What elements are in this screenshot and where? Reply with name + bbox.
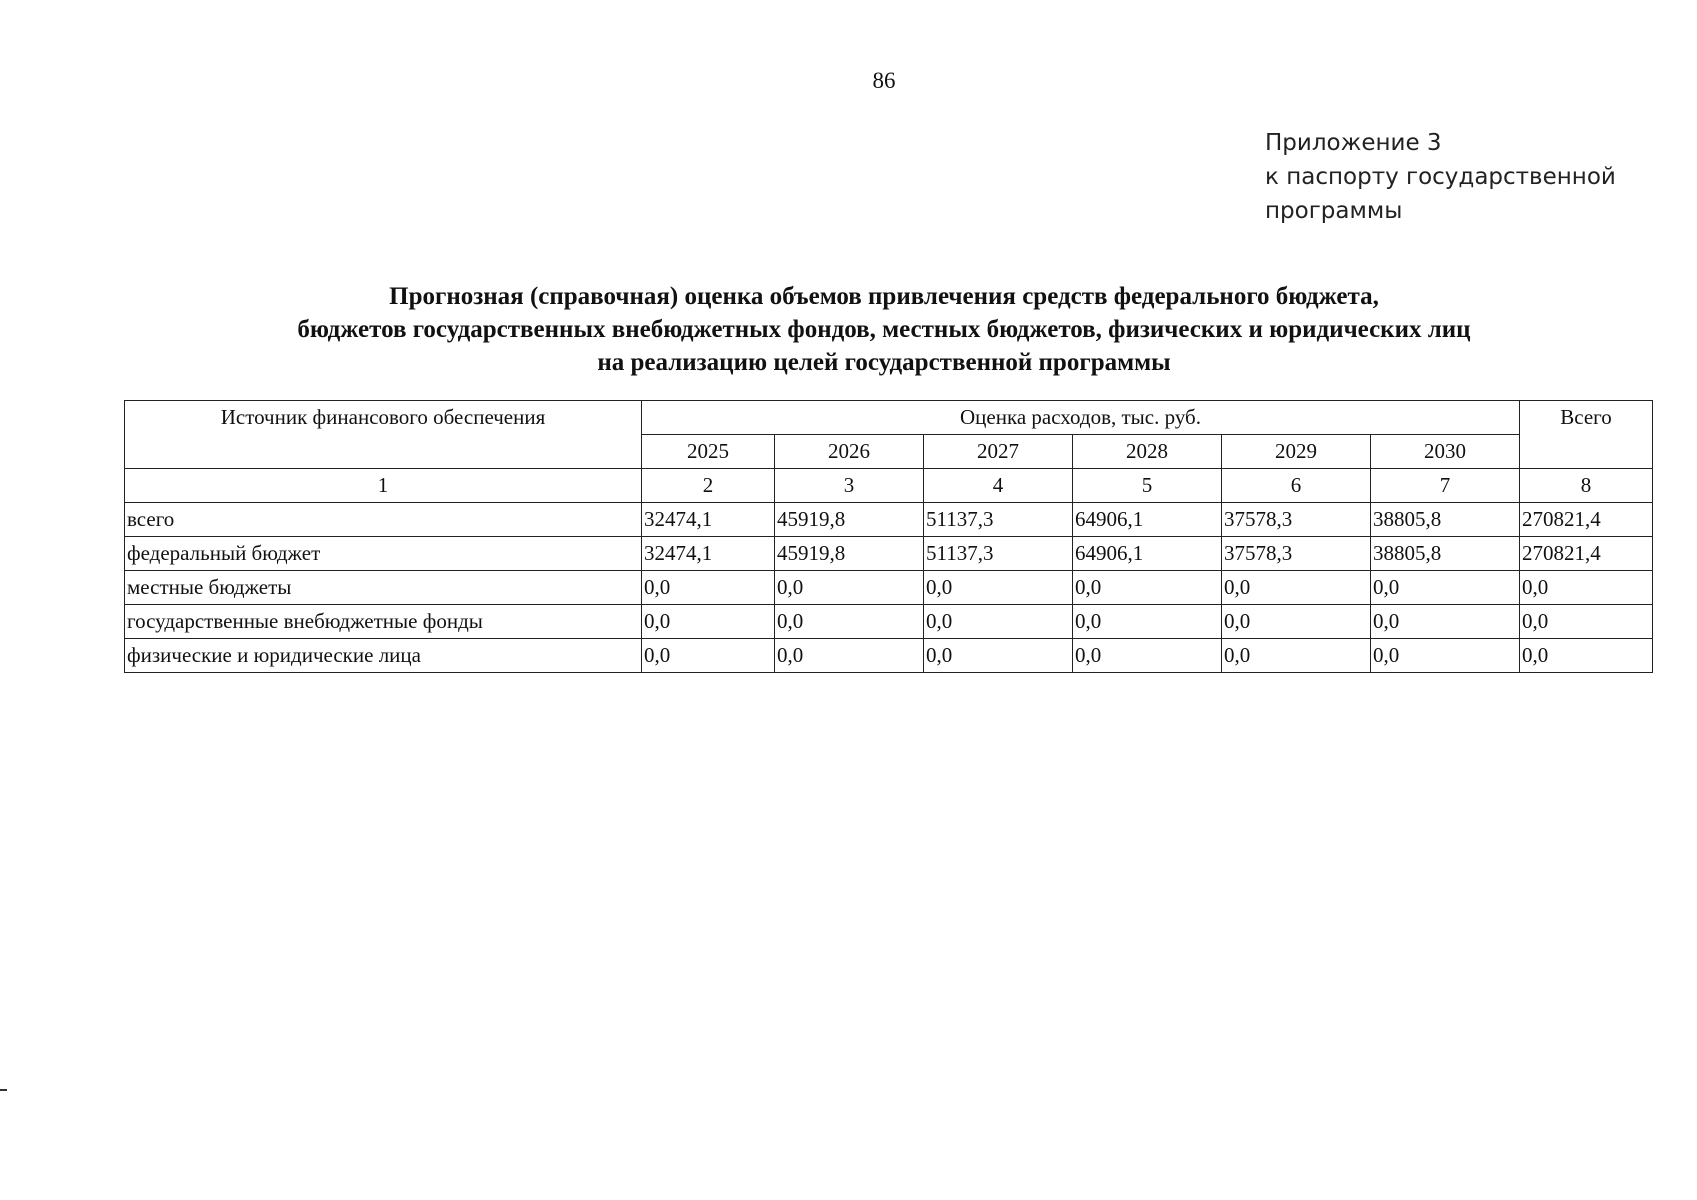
cell-value: 45919,8 [775,503,924,537]
cell-value: 37578,3 [1222,537,1371,571]
column-number: 2 [642,469,775,503]
column-number-row [125,469,1653,503]
appendix-line: к паспорту государственной [1265,164,1616,190]
cell-value: 51137,3 [924,537,1073,571]
cell-value: 0,0 [1222,571,1371,605]
cell-value: 0,0 [642,605,775,639]
title-line: Прогнозная (справочная) оценка объемов привлечения средств федерального бюджета, [389,283,1379,310]
cell-value: 38805,8 [1371,503,1520,537]
table-row [125,571,1653,605]
header-year: 2026 [775,435,924,469]
row-label: федеральный бюджет [125,537,642,571]
cell-value: 0,0 [775,639,924,673]
header-total: Всего [1520,401,1653,469]
appendix-line: программы [1265,198,1403,224]
cell-value: 0,0 [924,571,1073,605]
column-number: 1 [125,469,642,503]
cell-value: 37578,3 [1222,503,1371,537]
cell-value: 270821,4 [1520,503,1653,537]
cell-value: 0,0 [1371,605,1520,639]
cell-value: 32474,1 [642,503,775,537]
cell-value: 0,0 [1073,571,1222,605]
column-number: 3 [775,469,924,503]
title-line: на реализацию целей государственной программы [597,349,1171,376]
cell-value: 0,0 [1520,639,1653,673]
cell-value: 32474,1 [642,537,775,571]
cell-value: 0,0 [642,571,775,605]
table-row [125,639,1653,673]
cell-value: 38805,8 [1371,537,1520,571]
title-line: бюджетов государственных внебюджетных фондов, местных бюджетов, физических и юридических лиц [297,316,1471,343]
header-year: 2030 [1371,435,1520,469]
cell-value: 45919,8 [775,537,924,571]
finance-table [124,400,1653,673]
cell-value: 64906,1 [1073,537,1222,571]
cell-value: 270821,4 [1520,537,1653,571]
header-year: 2027 [924,435,1073,469]
header-year: 2025 [642,435,775,469]
cell-value: 0,0 [924,605,1073,639]
column-number: 4 [924,469,1073,503]
header-source: Источник финансового обеспечения [125,401,642,469]
appendix-note [1265,126,1616,228]
cell-value: 0,0 [1520,605,1653,639]
page-number: 86 [872,68,896,93]
document-title [0,280,1697,379]
cell-value: 0,0 [1222,639,1371,673]
cell-value: 0,0 [924,639,1073,673]
cell-value: 0,0 [775,571,924,605]
table-row [125,537,1653,571]
cell-value: 0,0 [642,639,775,673]
row-label: местные бюджеты [125,571,642,605]
column-number: 6 [1222,469,1371,503]
table-row [125,503,1653,537]
cell-value: 0,0 [1073,605,1222,639]
column-number: 5 [1073,469,1222,503]
scan-edge-mark [0,1089,7,1091]
header-year: 2029 [1222,435,1371,469]
cell-value: 0,0 [1371,571,1520,605]
row-label: государственные внебюджетные фонды [125,605,642,639]
row-label: всего [125,503,642,537]
cell-value: 0,0 [775,605,924,639]
table-row [125,605,1653,639]
cell-value: 64906,1 [1073,503,1222,537]
cell-value: 0,0 [1371,639,1520,673]
column-number: 7 [1371,469,1520,503]
cell-value: 0,0 [1520,571,1653,605]
column-number: 8 [1520,469,1653,503]
cell-value: 51137,3 [924,503,1073,537]
header-estimate: Оценка расходов, тыс. руб. [642,401,1520,435]
cell-value: 0,0 [1222,605,1371,639]
header-year: 2028 [1073,435,1222,469]
appendix-line: Приложение 3 [1265,130,1442,156]
row-label: физические и юридические лица [125,639,642,673]
cell-value: 0,0 [1073,639,1222,673]
header-row [125,401,1653,435]
